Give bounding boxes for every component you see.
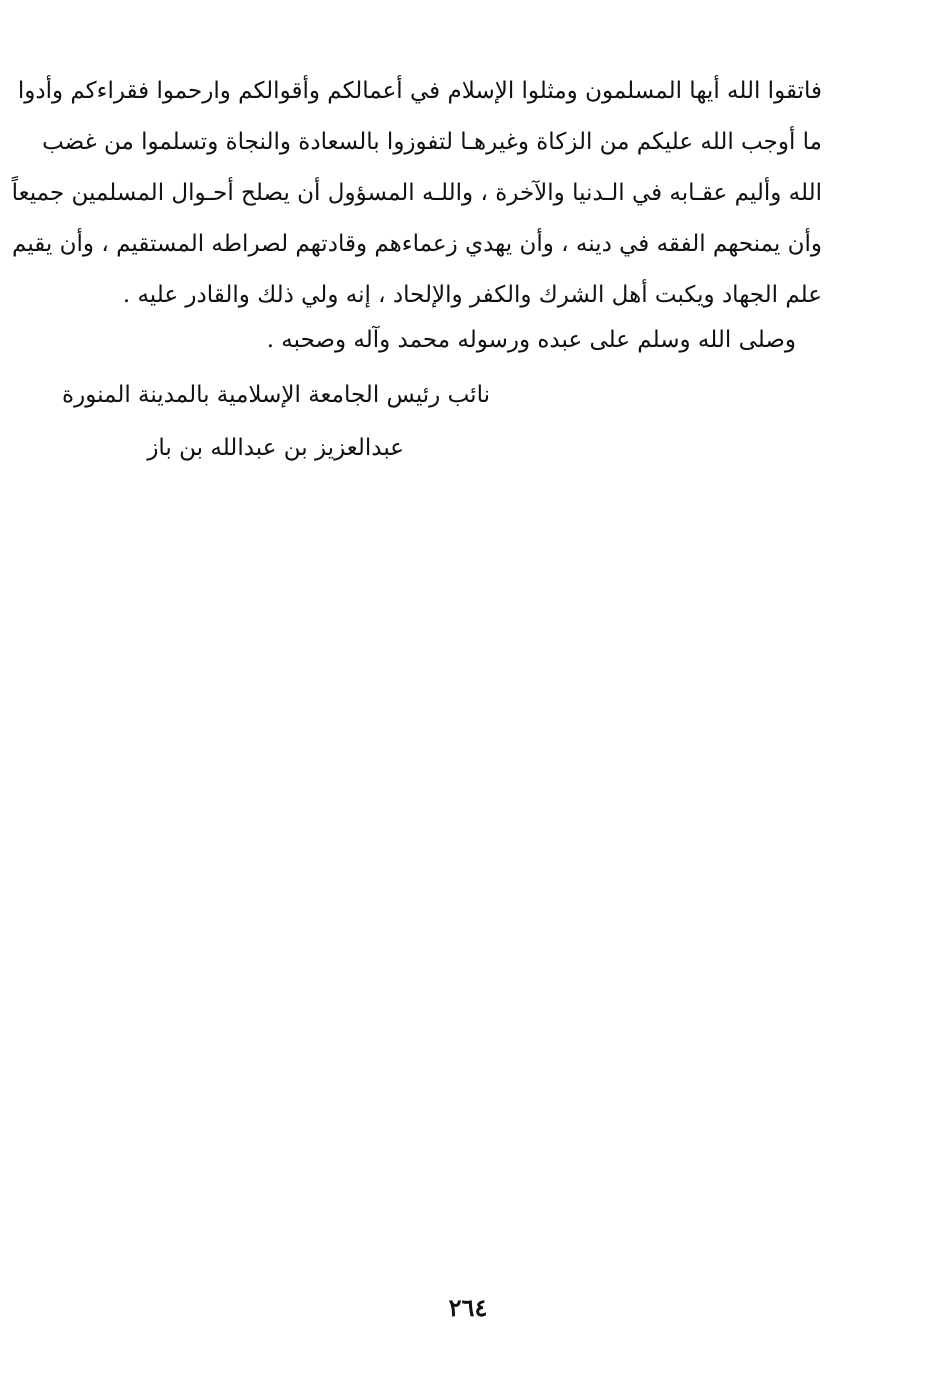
paragraph-line: الله وأليم عقـابه في الـدنيا والآخرة ، واللـه المسؤول أن يصلح أحـوال المسلمين جميعاً [11,180,822,206]
paragraph-line: فاتقوا الله أيها المسلمون ومثلوا الإسلام في أعمالكم وأقوالكم وارحموا فقراءكم وأدوا [17,78,822,104]
signature-title: نائب رئيس الجامعة الإسلامية بالمدينة المنورة [62,382,490,408]
closing-salutation: وصلى الله وسلم على عبده ورسوله محمد وآله وصحبه . [266,327,796,353]
body-paragraph [11,66,822,321]
page-number: ٢٦٤ [448,1293,488,1322]
paragraph-line: ما أوجب الله عليكم من الزكاة وغيرهـا لتفوزوا بالسعادة والنجاة وتسلموا من غضب [42,129,822,155]
signature-name: عبدالعزيز بن عبدالله بن باز [147,435,404,461]
paragraph-line: وأن يمنحهم الفقه في دينه ، وأن يهدي زعماءهم وقادتهم لصراطه المستقيم ، وأن يقيم [12,231,822,257]
paragraph-line: علم الجهاد ويكبت أهل الشرك والكفر والإلحاد ، إنه ولي ذلك والقادر عليه . [122,282,822,308]
